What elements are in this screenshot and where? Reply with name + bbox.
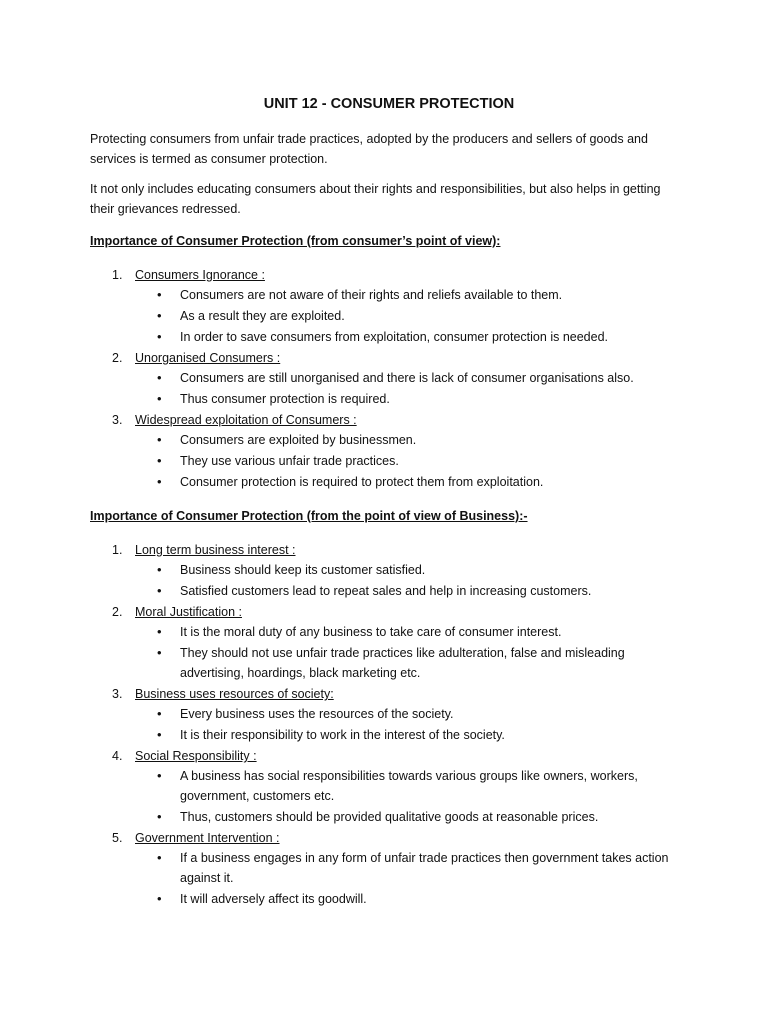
bullet-text: Consumers are exploited by businessmen. bbox=[180, 433, 417, 447]
list-item bbox=[90, 828, 688, 909]
bullet-list bbox=[135, 368, 688, 409]
bullet-text: Satisfied customers lead to repeat sales and help in increasing customers. bbox=[180, 584, 592, 598]
bullet-item bbox=[135, 643, 688, 683]
bullet-icon: • bbox=[157, 768, 162, 783]
bullet-icon: • bbox=[157, 391, 162, 406]
bullet-list bbox=[135, 430, 688, 492]
bullet-text: A business has social responsibilities towards various groups like owners, workers, government, customers etc. bbox=[180, 769, 638, 803]
point-title: Government Intervention : bbox=[135, 831, 280, 845]
bullet-item bbox=[135, 622, 688, 642]
bullet-icon: • bbox=[157, 308, 162, 323]
bullet-icon: • bbox=[157, 287, 162, 302]
bullet-icon: • bbox=[157, 562, 162, 577]
bullet-text: As a result they are exploited. bbox=[180, 309, 345, 323]
bullet-item bbox=[135, 451, 688, 471]
section-heading: Importance of Consumer Protection (from the point of view of Business):- bbox=[90, 509, 528, 523]
point-title: Business uses resources of society: bbox=[135, 687, 334, 701]
list-number: 2. bbox=[112, 351, 123, 365]
bullet-icon: • bbox=[157, 474, 162, 489]
bullet-item bbox=[135, 704, 688, 724]
bullet-icon: • bbox=[157, 809, 162, 824]
bullet-icon: • bbox=[157, 370, 162, 385]
bullet-text: Consumers are still unorganised and there is lack of consumer organisations also. bbox=[180, 371, 634, 385]
page-title: UNIT 12 - CONSUMER PROTECTION bbox=[263, 96, 515, 112]
bullet-text: Thus consumer protection is required. bbox=[180, 392, 390, 406]
bullet-item bbox=[135, 327, 688, 347]
sections-container bbox=[90, 231, 688, 909]
bullet-text: If a business engages in any form of unfair trade practices then government takes action against it. bbox=[180, 851, 669, 885]
bullet-item bbox=[135, 368, 688, 388]
bullet-text: Every business uses the resources of the society. bbox=[180, 707, 454, 721]
bullet-list bbox=[135, 285, 688, 347]
list-number: 2. bbox=[112, 605, 123, 619]
bullet-text: In order to save consumers from exploitation, consumer protection is needed. bbox=[180, 330, 608, 344]
bullet-item bbox=[135, 430, 688, 450]
bullet-text: It is the moral duty of any business to take care of consumer interest. bbox=[180, 625, 562, 639]
bullet-text: Consumer protection is required to protect them from exploitation. bbox=[180, 475, 544, 489]
section bbox=[90, 231, 688, 492]
bullet-list bbox=[135, 622, 688, 683]
bullet-text: Consumers are not aware of their rights and reliefs available to them. bbox=[180, 288, 563, 302]
bullet-icon: • bbox=[157, 727, 162, 742]
list-item bbox=[90, 540, 688, 601]
bullet-text: It will adversely affect its goodwill. bbox=[180, 892, 367, 906]
bullet-icon: • bbox=[157, 624, 162, 639]
bullet-item bbox=[135, 581, 688, 601]
bullet-item bbox=[135, 766, 688, 806]
bullet-text: They use various unfair trade practices. bbox=[180, 454, 399, 468]
point-title: Widespread exploitation of Consumers : bbox=[135, 413, 357, 427]
bullet-icon: • bbox=[157, 432, 162, 447]
point-title: Moral Justification : bbox=[135, 605, 242, 619]
intro-paragraph: It not only includes educating consumers about their rights and responsibilities, but also helps in getting their grievances redressed. bbox=[90, 182, 661, 216]
point-title: Social Responsibility : bbox=[135, 749, 257, 763]
list-item bbox=[90, 684, 688, 745]
bullet-item bbox=[135, 848, 688, 888]
bullet-list bbox=[135, 848, 688, 909]
bullet-icon: • bbox=[157, 453, 162, 468]
bullet-icon: • bbox=[157, 891, 162, 906]
numbered-list bbox=[90, 540, 688, 909]
bullet-item bbox=[135, 889, 688, 909]
list-item bbox=[90, 410, 688, 492]
bullet-text: They should not use unfair trade practices like adulteration, false and misleading advertising, hoardings, black marketing etc. bbox=[180, 646, 625, 680]
bullet-icon: • bbox=[157, 329, 162, 344]
point-title: Consumers Ignorance : bbox=[135, 268, 265, 282]
bullet-item bbox=[135, 472, 688, 492]
list-number: 1. bbox=[112, 268, 123, 282]
bullet-icon: • bbox=[157, 645, 162, 660]
bullet-item bbox=[135, 389, 688, 409]
point-title: Long term business interest : bbox=[135, 543, 296, 557]
bullet-icon: • bbox=[157, 850, 162, 865]
bullet-item bbox=[135, 807, 688, 827]
section-heading: Importance of Consumer Protection (from consumer’s point of view): bbox=[90, 234, 501, 248]
list-number: 3. bbox=[112, 687, 123, 701]
intro-paragraph: Protecting consumers from unfair trade practices, adopted by the producers and sellers of goods and services is termed as consumer protection. bbox=[90, 132, 648, 166]
bullet-item bbox=[135, 306, 688, 326]
bullet-icon: • bbox=[157, 583, 162, 598]
bullet-item bbox=[135, 560, 688, 580]
list-item bbox=[90, 348, 688, 409]
bullet-text: It is their responsibility to work in the interest of the society. bbox=[180, 728, 505, 742]
bullet-list bbox=[135, 766, 688, 827]
bullet-item bbox=[135, 285, 688, 305]
bullet-item bbox=[135, 725, 688, 745]
bullet-icon: • bbox=[157, 706, 162, 721]
list-number: 1. bbox=[112, 543, 123, 557]
list-item bbox=[90, 746, 688, 827]
list-item bbox=[90, 602, 688, 683]
numbered-list bbox=[90, 265, 688, 492]
list-number: 3. bbox=[112, 413, 123, 427]
section bbox=[90, 506, 688, 909]
point-title: Unorganised Consumers : bbox=[135, 351, 281, 365]
list-item bbox=[90, 265, 688, 347]
list-number: 5. bbox=[112, 831, 123, 845]
bullet-text: Thus, customers should be provided qualitative goods at reasonable prices. bbox=[180, 810, 599, 824]
bullet-list bbox=[135, 704, 688, 745]
bullet-list bbox=[135, 560, 688, 601]
bullet-text: Business should keep its customer satisfied. bbox=[180, 563, 426, 577]
list-number: 4. bbox=[112, 749, 123, 763]
